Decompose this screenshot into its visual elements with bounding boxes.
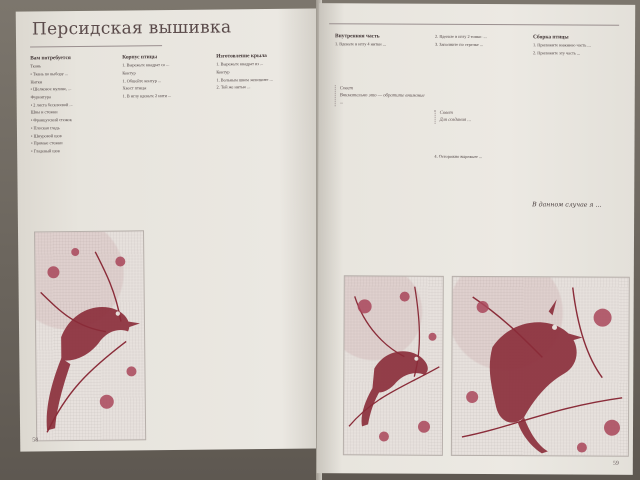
column-line: • Французский стежок: [30, 117, 72, 123]
column-line: 1. Вольным швом заполните ...: [216, 76, 273, 83]
column-line: • Ткань по выбору ...: [30, 70, 69, 77]
page-number-right: 59: [612, 460, 619, 467]
right-page: [317, 3, 635, 475]
tip-label: Совет: [339, 86, 354, 92]
column-line: • Шелковое мулине, ...: [30, 86, 72, 92]
column-line: 1. Вденьте в иглу 4 нитки ...: [335, 41, 386, 47]
column-line: • Плоская гладь: [30, 124, 60, 131]
title-underline: [30, 45, 162, 47]
tip-box-right: [435, 110, 521, 124]
column-line: Ткань: [30, 63, 42, 69]
column-line: 2. Той же нитью ...: [216, 84, 251, 90]
column-line: • Шнуровой шов: [30, 132, 62, 139]
column-line: 3. Заполните по стрелке ...: [435, 41, 484, 47]
page-title: Персидская вышивка: [31, 17, 232, 40]
step-4-text: [434, 154, 524, 162]
bird-illustration: [35, 231, 146, 441]
column-line: • Гладевый шов: [31, 148, 60, 154]
column-line: 1. Вырежьте квадрат из ...: [216, 61, 264, 67]
bird-photo-middle: [343, 275, 444, 456]
column-materials: [30, 55, 117, 157]
bird-photo-right: [451, 276, 630, 457]
header-rule: [329, 23, 619, 26]
column-line: 1. Обшейте контур ...: [122, 77, 162, 84]
column-assembly: [533, 34, 623, 58]
column-line: 1. В иглу вденьте 2 нити ...: [122, 93, 172, 99]
column-line: 4. Осторожно вырежьте ...: [434, 153, 483, 160]
column-line: Контур: [122, 70, 136, 76]
tip-text: Для создания ...: [439, 117, 471, 123]
tip-box-left: [335, 85, 425, 106]
column-line: Контур: [216, 69, 230, 75]
column-line: Фурнитура: [30, 94, 51, 100]
column-line: Хвост птицы: [122, 85, 147, 91]
bird-illustration: [452, 277, 630, 457]
tip-text: Внимательно это — обратите внимание ...: [339, 93, 425, 106]
column-line: Нитки: [30, 78, 43, 85]
column-bird-body: [122, 54, 208, 102]
left-page: [16, 8, 329, 451]
column-line: 1. Вырежьте квадрат со ...: [122, 62, 170, 68]
column-wing: [216, 53, 308, 93]
page-number-left: 58: [32, 437, 39, 444]
column-heading: Внутренняя часть: [335, 33, 380, 40]
column-line: 2. Приложите эту часть ...: [532, 50, 581, 56]
column-line: • Прямые стежки: [31, 140, 63, 146]
column-heading: Корпус птицы: [122, 54, 158, 61]
column-line: Швы и стежки: [30, 109, 58, 115]
column-steps: [435, 34, 523, 50]
column-inner-part: [335, 33, 421, 49]
tip-label: Совет: [439, 110, 453, 116]
bird-illustration: [344, 276, 444, 456]
column-heading: Вам потребуется: [30, 55, 71, 62]
column-line: 1. Приложите нижнюю часть ...: [533, 42, 591, 48]
column-heading: Сборка птицы: [533, 34, 569, 41]
column-line: 2. Вденьте в иглу 2 тонко- ...: [435, 33, 487, 40]
column-heading: Изготовление крыла: [216, 52, 267, 60]
side-note: В данном случае я ...: [532, 201, 602, 209]
column-line: • 2 листа бесклеевой ...: [30, 101, 73, 108]
